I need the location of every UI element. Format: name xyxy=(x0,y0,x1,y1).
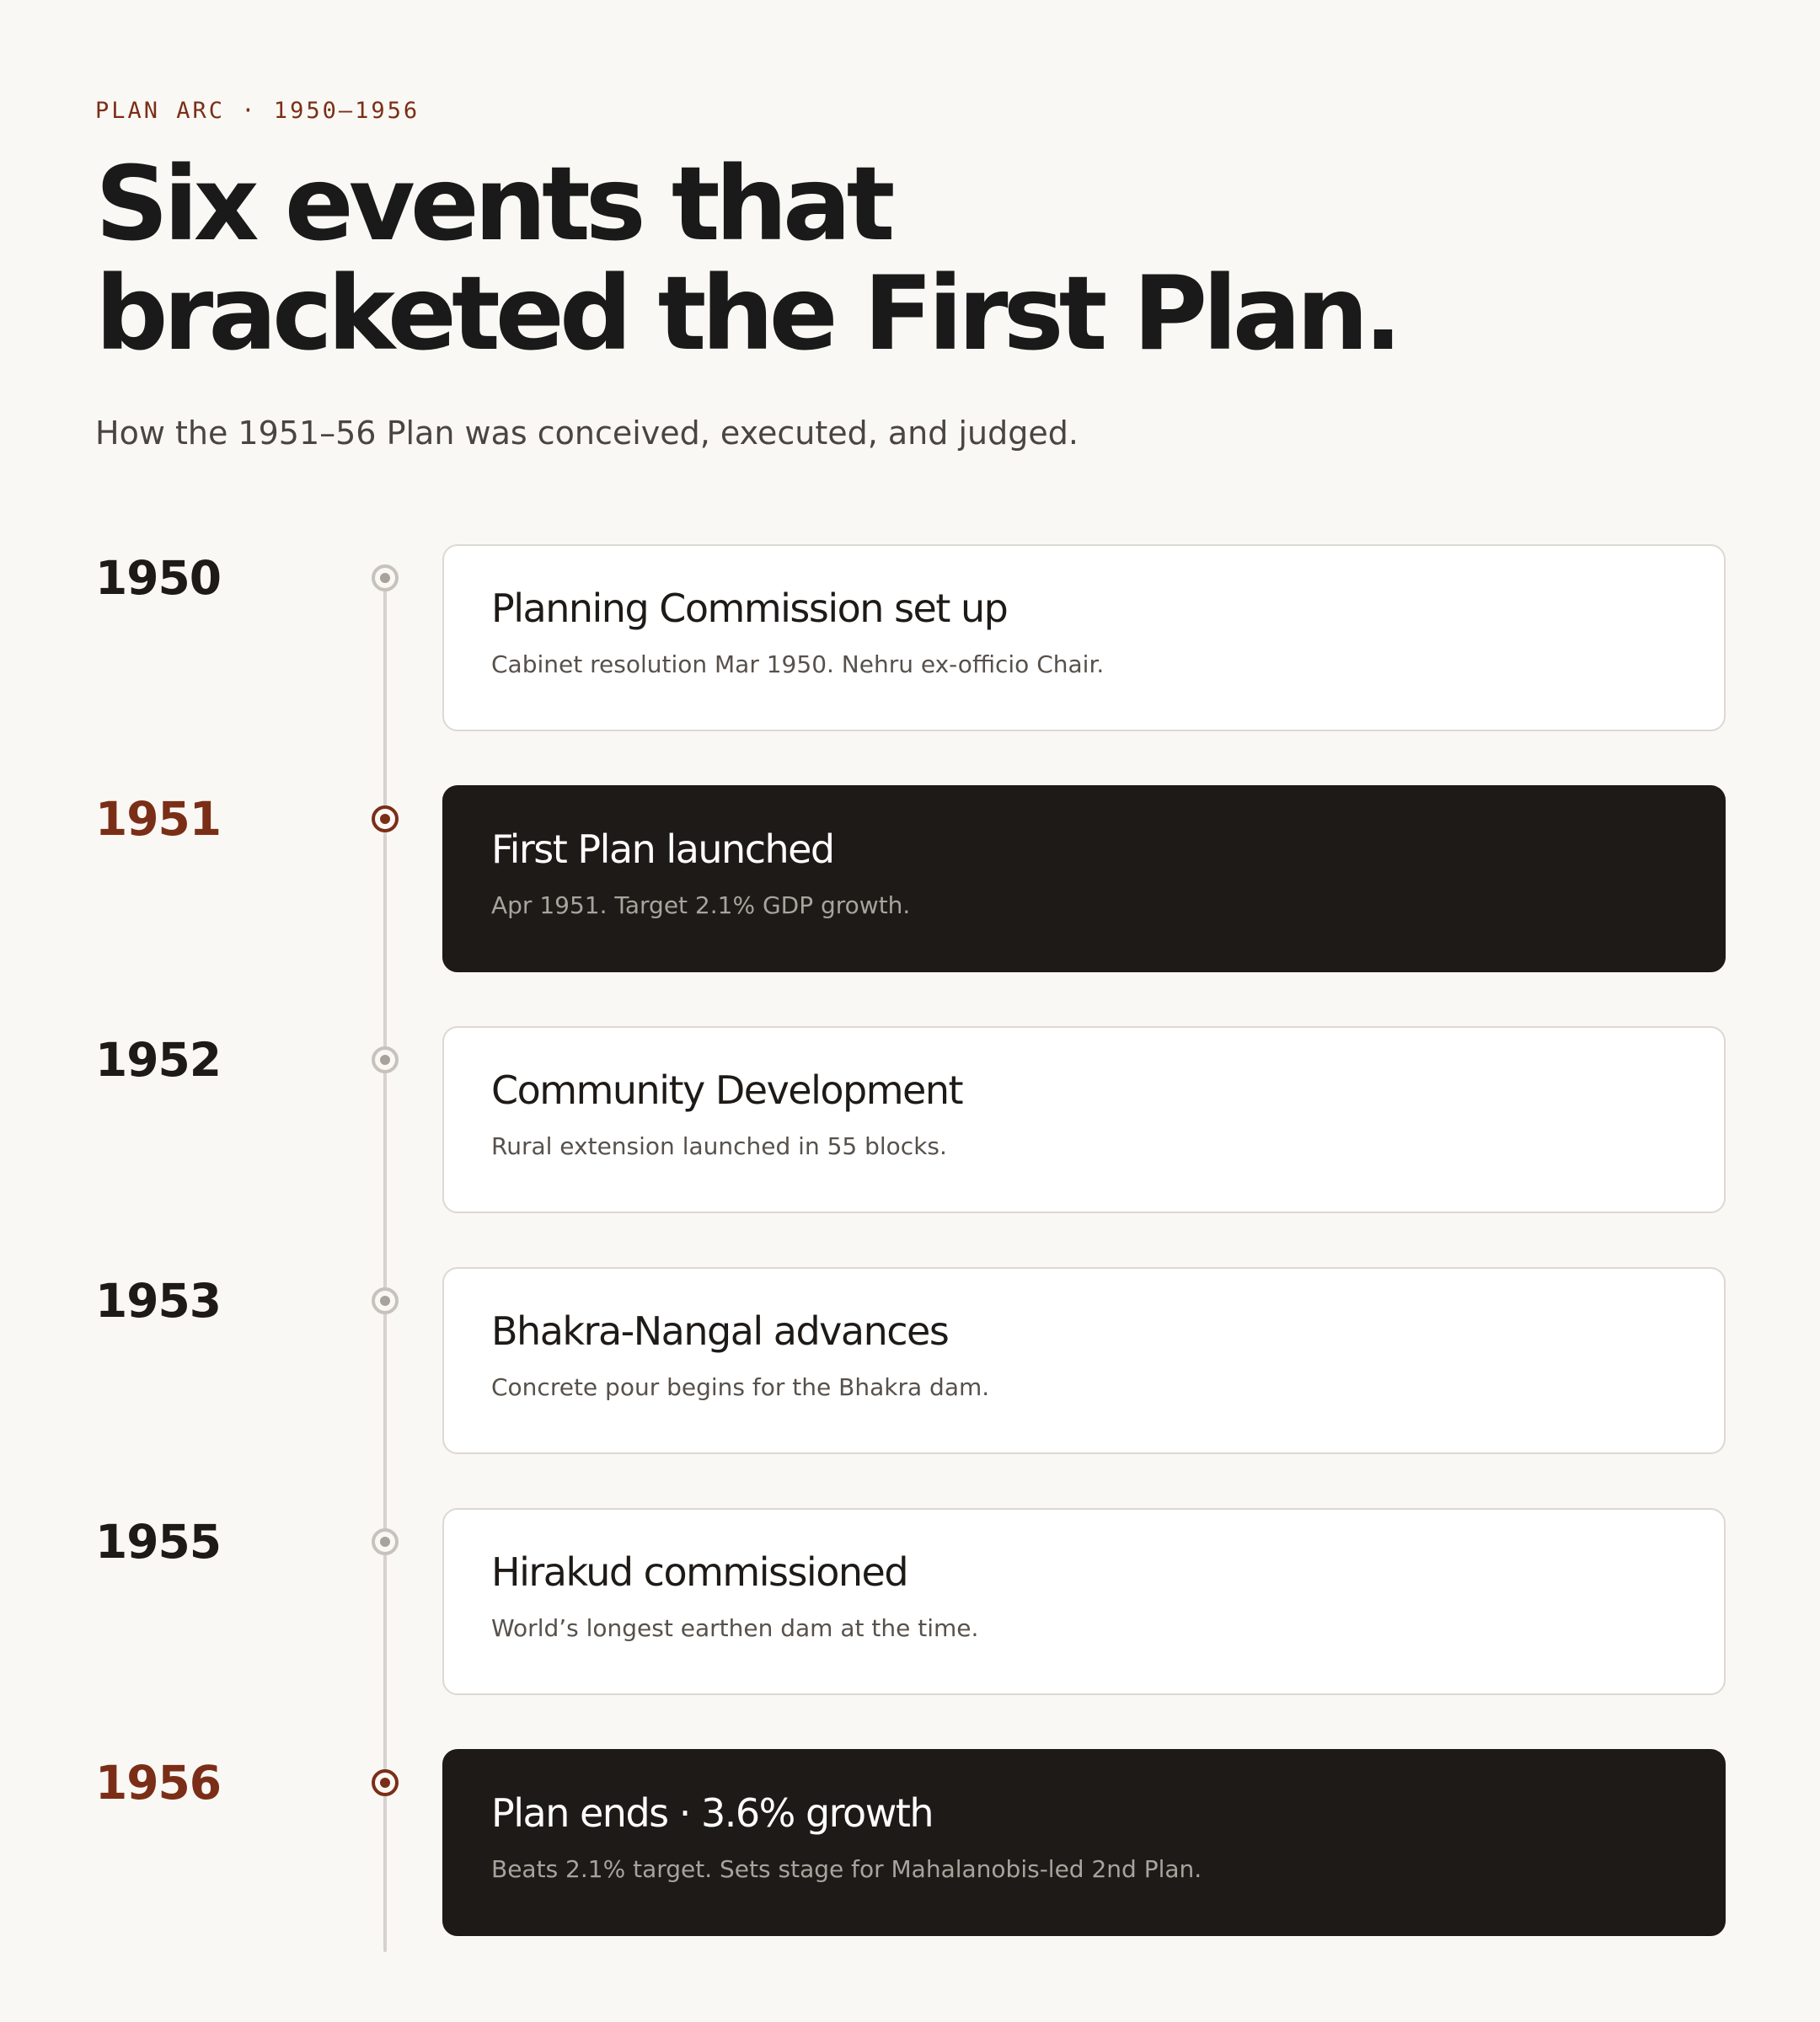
event-description: Rural extension launched in 55 blocks. xyxy=(491,1132,947,1160)
event-title: Planning Commission set up xyxy=(491,586,1008,631)
event-year: 1952 xyxy=(95,1033,222,1087)
timeline-dot-icon xyxy=(372,1769,399,1796)
event-year: 1956 xyxy=(95,1756,222,1810)
event-card xyxy=(442,1026,1726,1213)
event-description: World’s longest earthen dam at the time. xyxy=(491,1614,979,1642)
event-title: Plan ends · 3.6% growth xyxy=(491,1790,934,1836)
timeline-item-1952 xyxy=(95,1026,1726,1213)
timeline-dot-icon xyxy=(372,1046,399,1073)
event-title: First Plan launched xyxy=(491,826,834,872)
event-card xyxy=(442,1749,1726,1936)
event-card xyxy=(442,544,1726,731)
event-card xyxy=(442,1267,1726,1454)
timeline-dot-icon xyxy=(372,1287,399,1314)
eyebrow-label: PLAN ARC · 1950–1956 xyxy=(95,98,420,124)
page-subtitle: How the 1951–56 Plan was conceived, executed, and judged. xyxy=(95,415,1079,452)
page-title: Six events that bracketed the First Plan. xyxy=(95,145,1398,373)
event-description: Cabinet resolution Mar 1950. Nehru ex-officio Chair. xyxy=(491,650,1105,678)
event-year: 1951 xyxy=(95,792,222,846)
event-year: 1950 xyxy=(95,551,222,605)
timeline-dot-icon xyxy=(372,1528,399,1555)
timeline-item-1951 xyxy=(95,785,1726,972)
timeline-item-1956 xyxy=(95,1749,1726,1936)
event-title: Bhakra-Nangal advances xyxy=(491,1308,949,1354)
event-description: Beats 2.1% target. Sets stage for Mahalanobis-led 2nd Plan. xyxy=(491,1855,1202,1883)
timeline-rail xyxy=(383,578,387,1952)
timeline-item-1955 xyxy=(95,1508,1726,1695)
timeline-dot-icon xyxy=(372,564,399,591)
event-card xyxy=(442,785,1726,972)
timeline-dot-icon xyxy=(372,805,399,832)
event-title: Hirakud commissioned xyxy=(491,1549,908,1595)
timeline-item-1950 xyxy=(95,544,1726,731)
event-title: Community Development xyxy=(491,1067,963,1113)
event-description: Apr 1951. Target 2.1% GDP growth. xyxy=(491,891,911,919)
timeline xyxy=(95,544,1726,1934)
event-year: 1955 xyxy=(95,1515,222,1569)
event-year: 1953 xyxy=(95,1274,222,1328)
page xyxy=(95,0,1726,2022)
event-description: Concrete pour begins for the Bhakra dam. xyxy=(491,1373,990,1401)
timeline-item-1953 xyxy=(95,1267,1726,1454)
event-card xyxy=(442,1508,1726,1695)
